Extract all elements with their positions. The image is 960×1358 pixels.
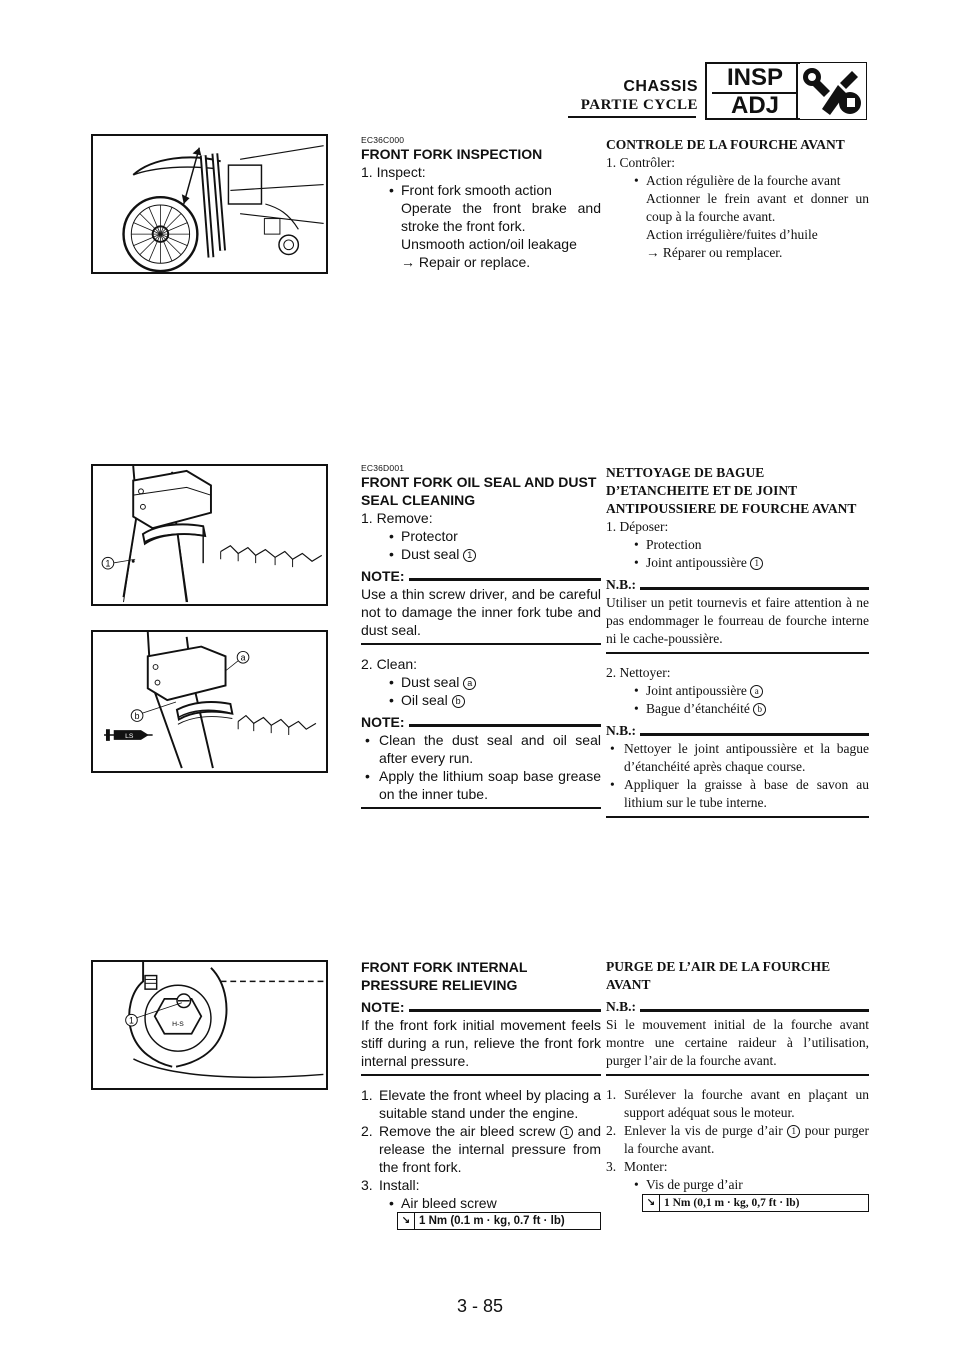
step-2: 2. Clean:	[361, 656, 418, 672]
bullet-text: Oil seal	[401, 692, 448, 708]
note-label: N.B.:	[606, 999, 636, 1014]
bullet-text: Bague d’étanchéité	[646, 701, 750, 716]
step-text: Enlever la vis de purge d’air	[624, 1123, 783, 1138]
bullet-item: • Protector	[361, 527, 601, 545]
note-label: NOTE:	[361, 568, 405, 584]
bullet-text: Dust seal	[401, 674, 460, 690]
instruction-text: Actionner le frein avant et donner un coup à la fourche avant.	[646, 191, 869, 224]
wrench-icon	[800, 63, 866, 119]
torque-spec	[397, 1212, 601, 1230]
note-end-rule	[606, 816, 869, 818]
step-text: and release the internal pressure from the front fork.	[379, 1123, 602, 1175]
step-1: 1. Inspect:	[361, 164, 426, 180]
section-heading: FRONT FORK INTERNAL PRESSURE RELIEVING	[361, 959, 528, 993]
callout-a: a	[240, 652, 246, 663]
note-text: Use a thin screw driver, and be careful not to damage the inner fork tube and dust seal.	[361, 586, 601, 638]
note-text: Utiliser un petit tournevis et faire attention à ne pas endommager le fourreau de fourche interne ni le cache-poussière.	[606, 595, 869, 646]
step-2	[606, 1122, 869, 1158]
step-1	[361, 1086, 601, 1122]
callout-1: 1	[105, 558, 111, 569]
torque-wrench-icon: ↘	[398, 1213, 415, 1229]
section-heading: FRONT FORK OIL SEAL AND DUST SEAL CLEANING	[361, 474, 597, 508]
step-number: 3.	[606, 1159, 617, 1174]
instruction-text: → Repair or replace.	[401, 254, 531, 270]
page-number: 3 - 85	[456, 1296, 504, 1316]
note-rule	[409, 1009, 601, 1012]
bullet-item: • Protection	[606, 536, 869, 554]
bullet-item	[606, 700, 869, 718]
note-end-rule	[606, 652, 869, 654]
step-number: 1.	[606, 1087, 617, 1102]
badge-insp: INSP	[726, 64, 783, 91]
step-text: pour purger la fourche avant.	[624, 1123, 870, 1156]
step-1: 1. Remove:	[361, 510, 433, 526]
badge-divider	[796, 64, 798, 118]
bullet-text: Joint antipoussière	[646, 555, 747, 570]
note-label: NOTE:	[361, 999, 405, 1015]
note-label: N.B.:	[606, 723, 636, 738]
bullet-item: • Vis de purge d’air	[606, 1176, 869, 1194]
section-front-fork-inspection-en	[361, 136, 601, 271]
note-header	[361, 567, 601, 585]
figure-seal-cleaning	[91, 630, 328, 773]
step-text: Elevate the front wheel by placing a suitable stand under the engine.	[379, 1087, 601, 1121]
step-2	[361, 1122, 601, 1176]
section-pressure-relieving-en	[361, 958, 601, 1230]
bullet-text: Dust seal	[401, 546, 460, 562]
torque-spec	[642, 1194, 869, 1212]
note-end-rule	[361, 643, 601, 645]
section-heading: FRONT FORK INSPECTION	[361, 146, 543, 162]
header-title: CHASSIS	[623, 78, 698, 95]
note-end-rule	[361, 1074, 601, 1076]
ref-circle: 1	[560, 1126, 573, 1139]
note-rule	[640, 587, 869, 590]
note-rule	[409, 578, 601, 581]
torque-value: 1 Nm (0.1 m · kg, 0.7 ft · lb)	[419, 1215, 565, 1227]
figure-air-bleed-screw	[91, 960, 328, 1090]
note-bullet: • Appliquer la graisse à base de savon au lithium sur le tube interne.	[606, 776, 869, 812]
ref-circle: 1	[787, 1125, 800, 1138]
step-number: 3.	[361, 1177, 373, 1193]
step-1: 1. Déposer:	[606, 519, 669, 534]
step-number: 2.	[606, 1123, 617, 1138]
figure-dust-seal-removal	[91, 464, 328, 606]
section-pressure-relieving-fr	[606, 958, 869, 1212]
step-text: Monter:	[624, 1159, 668, 1174]
ref-circle: 1	[750, 557, 763, 570]
bullet-item	[361, 691, 601, 709]
note-header	[606, 722, 869, 740]
step-text: Remove the air bleed screw	[379, 1123, 556, 1139]
bullet-item	[361, 673, 601, 691]
note-header	[361, 998, 601, 1016]
ref-code: EC36D001	[361, 463, 405, 473]
note-bullet: • Nettoyer le joint antipoussière et la bague d’étanchéité après chaque course.	[606, 740, 869, 776]
callout-b: b	[134, 710, 140, 721]
step-number: 2.	[361, 1123, 373, 1139]
step-text: Install:	[379, 1177, 420, 1193]
bullet-item	[606, 682, 869, 700]
note-label: NOTE:	[361, 714, 405, 730]
note-header	[361, 713, 601, 731]
badge-adj: ADJ	[712, 92, 798, 118]
section-seal-cleaning-en	[361, 464, 601, 819]
bullet-item	[361, 545, 601, 563]
note-end-rule	[606, 1074, 869, 1076]
grease-symbol-label: LS	[125, 732, 134, 740]
ref-circle: a	[750, 685, 763, 698]
step-text: Surélever la fourche avant en plaçant un support adéquat sous le moteur.	[624, 1087, 869, 1120]
section-heading: CONTROLE DE LA FOURCHE AVANT	[606, 137, 845, 152]
torque-value: 1 Nm (0,1 m · kg, 0,7 ft · lb)	[664, 1197, 800, 1209]
step-1	[606, 1086, 869, 1122]
section-front-fork-inspection-fr	[606, 136, 869, 262]
step-number: 1.	[361, 1087, 373, 1103]
instruction-text: Operate the front brake and stroke the front fork.	[401, 200, 601, 234]
section-heading: NETTOYAGE DE BAGUE D’ETANCHEITE ET DE JOINT ANTIPOUSSIERE DE FOURCHE AVANT	[606, 465, 857, 516]
callout-1-fig4: 1	[129, 1015, 134, 1026]
step-2: 2. Nettoyer:	[606, 665, 671, 680]
note-rule	[409, 724, 601, 727]
step-3	[606, 1158, 869, 1176]
bullet-item: • Air bleed screw	[361, 1194, 601, 1212]
bullet-item	[606, 554, 869, 572]
note-text: Si le mouvement initial de la fourche avant montre une certaine raideur à l’utilisation, purger l’air de la fourche avant.	[606, 1017, 869, 1068]
header-rule	[568, 116, 696, 118]
bullet-item: • Action régulière de la fourche avant	[606, 172, 869, 190]
note-label: N.B.:	[606, 577, 636, 592]
figure-front-fork-inspection	[91, 134, 328, 274]
step-3	[361, 1176, 601, 1194]
ref-circle: b	[452, 695, 465, 708]
note-bullet: • Apply the lithium soap base grease on the inner tube.	[361, 767, 601, 803]
note-rule	[640, 733, 869, 736]
note-end-rule	[361, 807, 601, 809]
instruction-text: Unsmooth action/oil leakage	[401, 236, 577, 252]
ref-code: EC36C000	[361, 135, 405, 145]
section-seal-cleaning-fr	[606, 464, 869, 828]
note-text: If the front fork initial movement feels stiff during a run, relieve the front fork internal pressure.	[361, 1017, 601, 1069]
ref-circle: a	[463, 677, 476, 690]
ref-circle: 1	[463, 549, 476, 562]
bullet-item: • Front fork smooth action	[361, 181, 601, 199]
ref-circle: b	[753, 703, 766, 716]
valve-label: H-S	[172, 1020, 184, 1028]
torque-wrench-icon: ↘	[643, 1195, 660, 1211]
instruction-text: → Réparer ou remplacer.	[646, 245, 783, 260]
section-heading: PURGE DE L’AIR DE LA FOURCHE AVANT	[606, 959, 831, 992]
header-subtitle: PARTIE CYCLE	[580, 97, 698, 113]
step-1: 1. Contrôler:	[606, 155, 675, 170]
note-rule	[640, 1009, 869, 1012]
note-header	[606, 576, 869, 594]
note-bullet: • Clean the dust seal and oil seal after every run.	[361, 731, 601, 767]
note-header	[606, 998, 869, 1016]
bullet-text: Joint antipoussière	[646, 683, 747, 698]
instruction-text: Action irrégulière/fuites d’huile	[646, 227, 818, 242]
